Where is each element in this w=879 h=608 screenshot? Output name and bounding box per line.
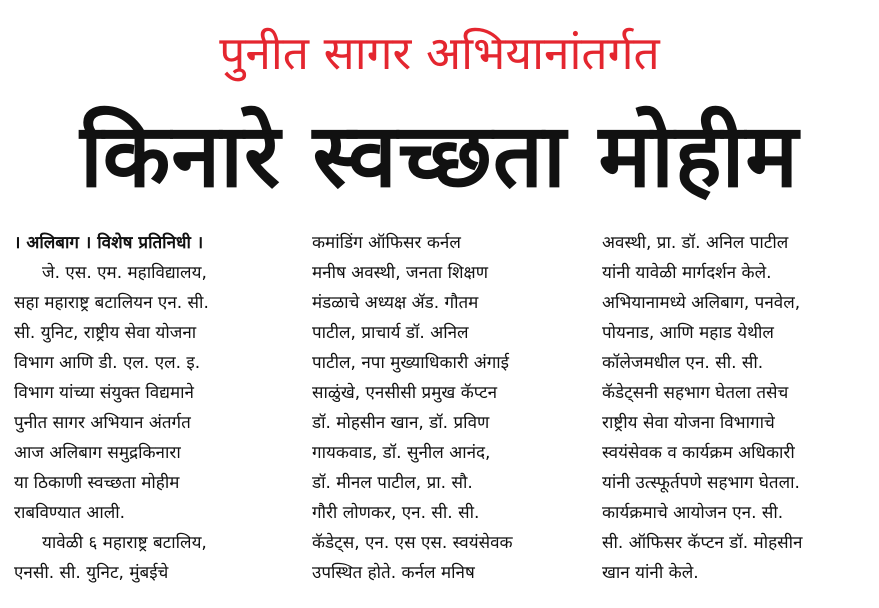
- body-line: राबविण्यात आली.: [14, 503, 126, 523]
- article-column-2: [312, 228, 596, 588]
- article-kicker: पुनीत सागर अभियानांतर्गत: [219, 26, 660, 80]
- body-line: सी. युनिट, राष्ट्रीय सेवा योजना: [14, 323, 197, 343]
- body-line: कॉलेजमधील एन. सी. सी.: [602, 353, 764, 373]
- body-line: मनीष अवस्थी, जनता शिक्षण: [312, 263, 489, 283]
- body-line: पाटील, प्राचार्य डॉ. अनिल: [312, 323, 469, 343]
- body-line: यावेळी ६ महाराष्ट्र बटालिय,: [42, 533, 207, 553]
- body-line: अवस्थी, प्रा. डॉ. अनिल पाटील: [602, 233, 789, 253]
- body-line: मंडळाचे अध्यक्ष ॲड. गौतम: [312, 293, 479, 313]
- article-column-1: [14, 228, 298, 588]
- article-dateline: । अलिबाग । विशेष प्रतिनिधी ।: [14, 233, 204, 253]
- body-line: पोयनाड, आणि महाड येथील: [602, 323, 774, 343]
- body-line: अभियानामध्ये अलिबाग, पनवेल,: [602, 293, 801, 313]
- body-line: आज अलिबाग समुद्रकिनारा: [14, 443, 181, 463]
- body-line: साळुंखे, एनसीसी प्रमुख कॅप्टन: [312, 383, 498, 403]
- body-line: पुनीत सागर अभियान अंतर्गत: [14, 413, 191, 433]
- body-line: एनसी. सी. युनिट, मुंबईचे: [14, 563, 169, 583]
- article-headline: किनारे स्वच्छता मोहीम: [79, 104, 800, 207]
- body-line: विभाग आणि डी. एल. एल. इ.: [14, 353, 201, 373]
- body-line: जे. एस. एम. महाविद्यालय,: [42, 263, 207, 283]
- body-line: खान यांनी केले.: [602, 563, 699, 583]
- body-line: उपस्थित होते. कर्नल मनिष: [312, 563, 475, 583]
- body-line: कॅडेट्सनी सहभाग घेतला तसेच: [602, 383, 789, 403]
- body-line: यांनी उत्स्फूर्तपणे सहभाग घेतला.: [602, 473, 800, 493]
- body-line: कार्यक्रमाचे आयोजन एन. सी.: [602, 503, 784, 523]
- body-line: यांनी यावेळी मार्गदर्शन केले.: [602, 263, 772, 283]
- body-line: सी. ऑफिसर कॅप्टन डॉ. मोहसीन: [602, 533, 803, 553]
- body-line: विभाग यांच्या संयुक्त विद्यमाने: [14, 383, 194, 403]
- body-line: डॉ. मीनल पाटील, प्रा. सौ.: [312, 473, 473, 493]
- body-line: गायकवाड, डॉ. सुनील आनंद,: [312, 443, 491, 463]
- body-line: डॉ. मोहसीन खान, डॉ. प्रविण: [312, 413, 490, 433]
- body-line: या ठिकाणी स्वच्छता मोहीम: [14, 473, 180, 493]
- body-line: गौरी लोणकर, एन. सी. सी.: [312, 503, 480, 523]
- body-line: सहा महाराष्ट्र बटालियन एन. सी.: [14, 293, 209, 313]
- article-column-3: [602, 228, 879, 588]
- body-line: राष्ट्रीय सेवा योजना विभागाचे: [602, 413, 775, 433]
- body-line: कॅडेट्स, एन. एस एस. स्वयंसेवक: [312, 533, 513, 553]
- body-line: पाटील, नपा मुख्याधिकारी अंगाई: [312, 353, 510, 373]
- body-line: कमांडिंग ऑफिसर कर्नल: [312, 233, 461, 253]
- body-line: स्वयंसेवक व कार्यक्रम अधिकारी: [602, 443, 795, 463]
